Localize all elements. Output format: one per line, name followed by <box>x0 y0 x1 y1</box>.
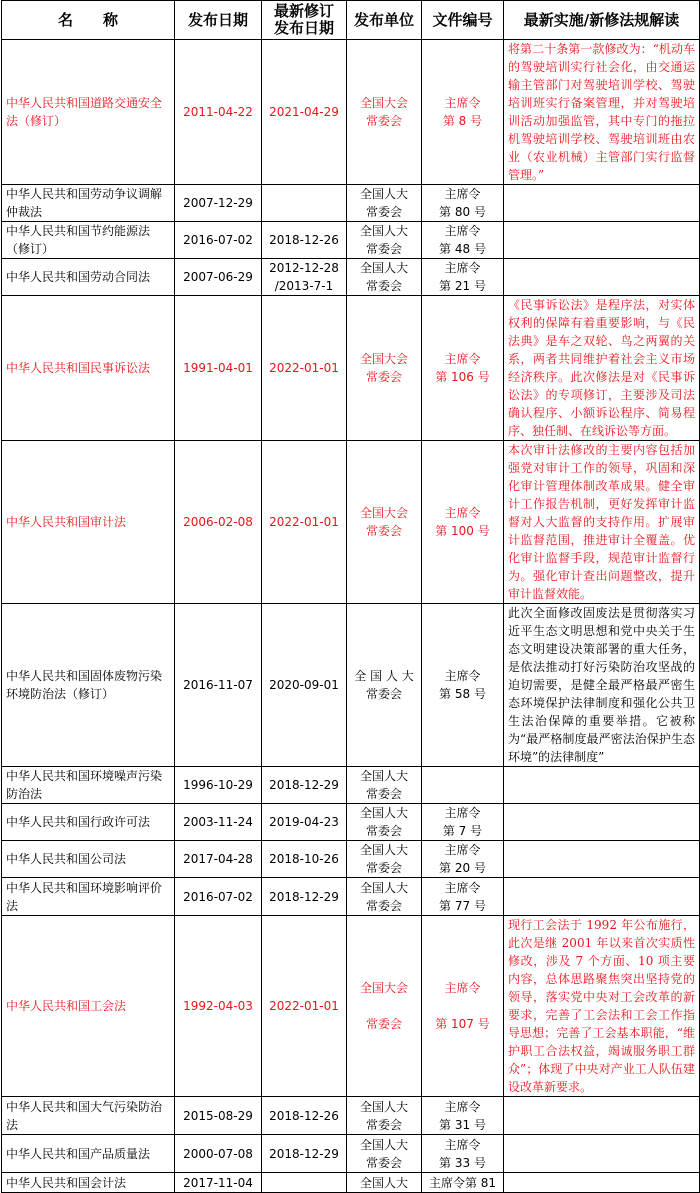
interpretation-cell <box>504 1135 700 1173</box>
doc-number-cell: 主席令 第 33 号 <box>422 1135 504 1173</box>
doc-number-cell: 主席令 第 100 号 <box>422 441 504 604</box>
issuer-cell: 全国大会 常委会 <box>347 296 422 441</box>
publish-date-cell: 1992-04-03 <box>175 916 262 1097</box>
law-name-cell: 中华人民共和国道路交通安全法（修订） <box>2 40 175 185</box>
header-doc-no: 文件编号 <box>422 1 504 40</box>
publish-date-cell: 1991-04-01 <box>175 296 262 441</box>
publish-date-cell: 2007-06-29 <box>175 259 262 296</box>
revision-date-cell: 2018-10-26 <box>262 841 347 878</box>
issuer-cell: 全国人大 常委会 <box>347 767 422 804</box>
issuer-cell: 全国人大 常委会 <box>347 222 422 259</box>
doc-number-cell: 主席令 第 77 号 <box>422 878 504 916</box>
issuer-cell: 全国人大 常委会 <box>347 878 422 916</box>
publish-date-cell: 2015-08-29 <box>175 1097 262 1135</box>
law-name-cell: 中华人民共和国节约能源法（修订） <box>2 222 175 259</box>
law-name-cell: 中华人民共和国环境影响评价法 <box>2 878 175 916</box>
table-row <box>2 296 700 441</box>
revision-date-cell: 2022-01-01 <box>262 916 347 1097</box>
table-row <box>2 441 700 604</box>
interpretation-cell <box>504 841 700 878</box>
table-row <box>2 1173 700 1193</box>
interpretation-cell: 现行工会法于 1992 年公布施行，此次是继 2001 年以来首次实质性修改，涉及 7 个方面、10 项主要内容，总体思路聚焦突出坚持党的领导，落实党中央对工会改革的新要求，完善了工会法和工会工作指导思想；完善了工会基本职能，“维护职工合法权益，竭诚服务职工群众”；体现了中央对产业工人队伍建设改革新要求。 <box>504 916 700 1097</box>
interpretation-cell: 本次审计法修改的主要内容包括加强党对审计工作的领导，巩固和深化审计管理体制改革成果。健全审计工作报告机制，更好发挥审计监督对人大监督的支持作用。扩展审计监督范围，推进审计全覆盖。优化审计监督手段，规范审计监督行为。强化审计查出问题整改，提升审计监督效能。 <box>504 441 700 604</box>
revision-date-cell: 2018-12-29 <box>262 878 347 916</box>
header-row <box>2 1 700 40</box>
interpretation-cell <box>504 804 700 841</box>
header-revision-date: 最新修订 发布日期 <box>262 1 347 40</box>
interpretation-cell: 《民事诉讼法》是程序法，对实体权利的保障有着重要影响，与《民法典》是车之双轮、鸟之两翼的关系，两者共同维护着社会主义市场经济秩序。此次修法是对《民事诉讼法》的专项修订，主要涉及司法确认程序、小额诉讼程序、简易程序、独任制、在线诉讼等方面。 <box>504 296 700 441</box>
table-row <box>2 878 700 916</box>
publish-date-cell: 2011-04-22 <box>175 40 262 185</box>
publish-date-cell: 2017-04-28 <box>175 841 262 878</box>
revision-date-cell: 2018-12-29 <box>262 767 347 804</box>
law-name-cell: 中华人民共和国固体废物污染环境防治法（修订） <box>2 604 175 767</box>
issuer-cell: 全国人大 常委会 <box>347 259 422 296</box>
publish-date-cell: 2016-07-02 <box>175 878 262 916</box>
doc-number-cell: 主席令 第 80 号 <box>422 185 504 222</box>
doc-number-cell: 主席令 第 7 号 <box>422 804 504 841</box>
interpretation-cell <box>504 185 700 222</box>
revision-date-cell <box>262 1173 347 1193</box>
issuer-cell: 全国人大 常委会 <box>347 185 422 222</box>
revision-date-cell: 2019-04-23 <box>262 804 347 841</box>
laws-table <box>1 0 700 1193</box>
table-row <box>2 222 700 259</box>
table-row <box>2 767 700 804</box>
issuer-cell: 全国人大 常委会 <box>347 1097 422 1135</box>
doc-number-cell: 主席令第 81 <box>422 1173 504 1193</box>
publish-date-cell: 2003-11-24 <box>175 804 262 841</box>
issuer-cell: 全 国 人 大 常委会 <box>347 604 422 767</box>
publish-date-cell: 2017-11-04 <box>175 1173 262 1193</box>
revision-date-cell: 2022-01-01 <box>262 296 347 441</box>
table-row <box>2 1135 700 1173</box>
header-issuer: 发布单位 <box>347 1 422 40</box>
doc-number-cell: 主席令 第 107 号 <box>422 916 504 1097</box>
header-interpretation: 最新实施/新修法规解读 <box>504 1 700 40</box>
publish-date-cell: 2000-07-08 <box>175 1135 262 1173</box>
revision-date-cell: 2020-09-01 <box>262 604 347 767</box>
publish-date-cell: 2007-12-29 <box>175 185 262 222</box>
law-name-cell: 中华人民共和国民事诉讼法 <box>2 296 175 441</box>
issuer-cell: 全国大会 常委会 <box>347 441 422 604</box>
interpretation-cell <box>504 222 700 259</box>
doc-number-cell: 主席令 第 21 号 <box>422 259 504 296</box>
table-row <box>2 841 700 878</box>
revision-date-cell: 2021-04-29 <box>262 40 347 185</box>
law-name-cell: 中华人民共和国公司法 <box>2 841 175 878</box>
publish-date-cell: 2016-11-07 <box>175 604 262 767</box>
table-row <box>2 916 700 1097</box>
interpretation-cell <box>504 259 700 296</box>
law-name-cell: 中华人民共和国会计法 <box>2 1173 175 1193</box>
publish-date-cell: 2006-02-08 <box>175 441 262 604</box>
law-name-cell: 中华人民共和国大气污染防治法 <box>2 1097 175 1135</box>
law-name-cell: 中华人民共和国工会法 <box>2 916 175 1097</box>
revision-date-cell: 2018-12-26 <box>262 1097 347 1135</box>
doc-number-cell <box>422 767 504 804</box>
interpretation-cell <box>504 1173 700 1193</box>
revision-date-cell: 2022-01-01 <box>262 441 347 604</box>
table-row <box>2 604 700 767</box>
law-name-cell: 中华人民共和国劳动合同法 <box>2 259 175 296</box>
revision-date-cell: 2012-12-28 /2013-7-1 <box>262 259 347 296</box>
interpretation-cell: 此次全面修改固废法是贯彻落实习近平生态文明思想和党中央关于生态文明建设决策部署的重大任务，是依法推动打好污染防治攻坚战的迫切需要，是健全最严格最严密生态环境保护法律制度和强化公共卫生法治保障的重要举措。它被称为“最严格制度最严密法治保护生态环境”的法律制度” <box>504 604 700 767</box>
law-name-cell: 中华人民共和国产品质量法 <box>2 1135 175 1173</box>
issuer-cell: 全国大会 常委会 <box>347 40 422 185</box>
doc-number-cell: 主席令 第 31 号 <box>422 1097 504 1135</box>
header-publish-date: 发布日期 <box>175 1 262 40</box>
interpretation-cell <box>504 878 700 916</box>
issuer-cell: 全国人大 常委会 <box>347 1135 422 1173</box>
revision-date-cell: 2018-12-26 <box>262 222 347 259</box>
issuer-cell: 全国人大 常委会 <box>347 841 422 878</box>
interpretation-cell <box>504 1097 700 1135</box>
table-row <box>2 259 700 296</box>
table-row <box>2 804 700 841</box>
law-name-cell: 中华人民共和国劳动争议调解仲裁法 <box>2 185 175 222</box>
interpretation-cell <box>504 767 700 804</box>
law-name-cell: 中华人民共和国审计法 <box>2 441 175 604</box>
table-row <box>2 1097 700 1135</box>
publish-date-cell: 1996-10-29 <box>175 767 262 804</box>
doc-number-cell: 主席令 第 20 号 <box>422 841 504 878</box>
doc-number-cell: 主席令 第 106 号 <box>422 296 504 441</box>
doc-number-cell: 主席令 第 48 号 <box>422 222 504 259</box>
issuer-cell: 全国人大 <box>347 1173 422 1193</box>
doc-number-cell: 主席令 第 58 号 <box>422 604 504 767</box>
revision-date-cell <box>262 185 347 222</box>
table-row <box>2 40 700 185</box>
issuer-cell: 全国大会 常委会 <box>347 916 422 1097</box>
doc-number-cell: 主席令 第 8 号 <box>422 40 504 185</box>
law-name-cell: 中华人民共和国行政许可法 <box>2 804 175 841</box>
revision-date-cell: 2018-12-29 <box>262 1135 347 1173</box>
header-name: 名 称 <box>2 1 175 40</box>
table-row <box>2 185 700 222</box>
interpretation-cell: 将第二十条第一款修改为：“机动车的驾驶培训实行社会化，由交通运输主管部门对驾驶培训学校、驾驶培训班实行备案管理，并对驾驶培训活动加强监管，其中专门的拖拉机驾驶培训学校、驾驶培训班由农业（农业机械）主管部门实行监督管理。” <box>504 40 700 185</box>
issuer-cell: 全国人大 常委会 <box>347 804 422 841</box>
publish-date-cell: 2016-07-02 <box>175 222 262 259</box>
law-name-cell: 中华人民共和国环境噪声污染防治法 <box>2 767 175 804</box>
